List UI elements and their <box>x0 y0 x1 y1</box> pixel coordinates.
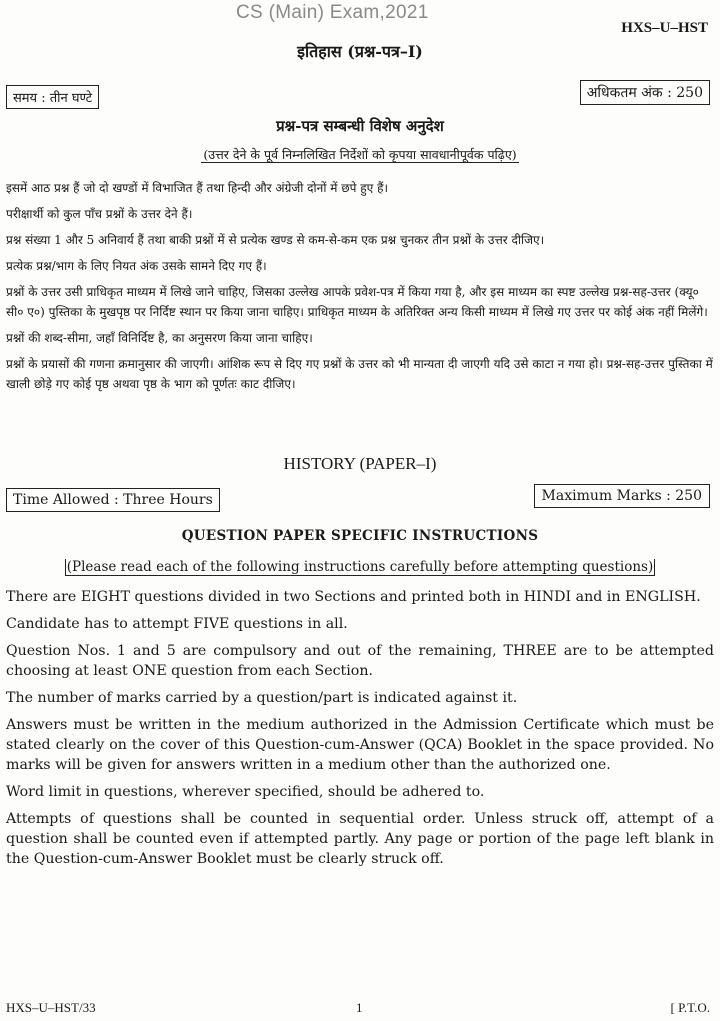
exam-stamp: CS (Main) Exam,2021 <box>236 2 429 23</box>
hindi-instructions <box>6 178 714 400</box>
hindi-instruction: प्रश्न संख्या 1 और 5 अनिवार्य हैं तथा बाकी प्रश्नों में से प्रत्येक खण्ड से कम-से-कम एक प्रश्न चुनकर तीन प्रश्नों के उत्तर दीजिए। <box>6 233 545 247</box>
hindi-instruction: इसमें आठ प्रश्न हैं जो दो खण्डों में विभाजित हैं तथा हिन्दी और अंग्रेजी दोनों में छपे हुए हैं। <box>6 181 389 195</box>
english-instruction: Word limit in questions, wherever specified, should be adhered to. <box>6 784 485 800</box>
hindi-paper-title: इतिहास (प्रश्न-पत्र–I) <box>297 42 423 61</box>
hindi-time-box: समय : तीन घण्टे <box>6 85 99 109</box>
english-marks-box: Maximum Marks : 250 <box>534 484 710 508</box>
english-instructions-subheading: (Please read each of the following instructions carefully before attempting questions) <box>66 559 654 575</box>
english-instructions-heading: QUESTION PAPER SPECIFIC INSTRUCTIONS <box>181 528 539 544</box>
english-instruction: The number of marks carried by a question/part is indicated against it. <box>6 690 518 706</box>
page-number: 1 <box>356 1000 363 1015</box>
english-instruction: Candidate has to attempt FIVE questions in all. <box>6 616 348 632</box>
hindi-instruction: प्रश्नों की शब्द-सीमा, जहाँ विनिर्दिष्ट है, का अनुसरण किया जाना चाहिए। <box>6 331 313 345</box>
english-paper-title: HISTORY (PAPER–I) <box>283 454 437 473</box>
hindi-instruction: परीक्षार्थी को कुल पाँच प्रश्नों के उत्तर देने हैं। <box>6 207 193 221</box>
english-instruction: There are EIGHT questions divided in two Sections and printed both in HINDI and in ENGLISH. <box>6 589 701 605</box>
hindi-instructions-heading: प्रश्न-पत्र सम्बन्धी विशेष अनुदेश <box>276 117 444 135</box>
hindi-marks-box: अधिकतम अंक : 250 <box>580 80 710 105</box>
hindi-instruction: प्रश्नों के उत्तर उसी प्राधिकृत माध्यम में लिखे जाने चाहिए, जिसका उल्लेख आपके प्रवेश-पत्र में किया गया है, और इस माध्यम का स्पष्ट उल्लेख प्रश्न-सह-उत्तर (क्यू० सी० ए०) पुस्तिका के मुखपृष्ठ पर निर्दिष्ट स्थान पर किया जाना चाहिए। प्राधिकृत माध्यम के अतिरिक्त अन्य किसी माध्यम में लिखे गए उत्तर पर कोई अंक नहीं मिलेंगे। <box>6 285 708 319</box>
english-instruction: Attempts of questions shall be counted in sequential order. Unless struck off, attempt of a question shall be counted even if attempted partly. Any page or portion of the page left blank in the Question-cum-Answer Booklet must be clearly struck off. <box>6 811 714 867</box>
pto-mark: [ P.T.O. <box>670 1000 710 1015</box>
english-instruction: Question Nos. 1 and 5 are compulsory and out of the remaining, THREE are to be attempted choosing at least ONE question from each Section. <box>6 643 714 679</box>
english-time-box: Time Allowed : Three Hours <box>6 488 220 512</box>
hindi-instruction: प्रश्नों के प्रयासों की गणना क्रमानुसार की जाएगी। आंशिक रूप से दिए गए प्रश्नों के उत्तर को भी मान्यता दी जाएगी यदि उसे काटा न गया हो। प्रश्न-सह-उत्तर पुस्तिका में खाली छोड़े गए कोई पृष्ठ अथवा पृष्ठ के भाग को पूर्णतः काट दीजिए। <box>6 357 713 391</box>
english-instruction: Answers must be written in the medium authorized in the Admission Certificate which must be stated clearly on the cover of this Question-cum-Answer (QCA) Booklet in the space provided. No marks will be given for answers written in a medium other than the authorized one. <box>6 717 714 773</box>
hindi-instruction: प्रत्येक प्रश्न/भाग के लिए नियत अंक उसके सामने दिए गए हैं। <box>6 259 267 273</box>
paper-code: HXS–U–HST <box>621 20 708 36</box>
english-instructions <box>6 587 714 876</box>
footer-code: HXS–U–HST/33 <box>6 1000 96 1015</box>
hindi-instructions-subheading: (उत्तर देने के पूर्व निम्नलिखित निर्देशों को कृपया सावधानीपूर्वक पढ़िए) <box>203 147 517 162</box>
